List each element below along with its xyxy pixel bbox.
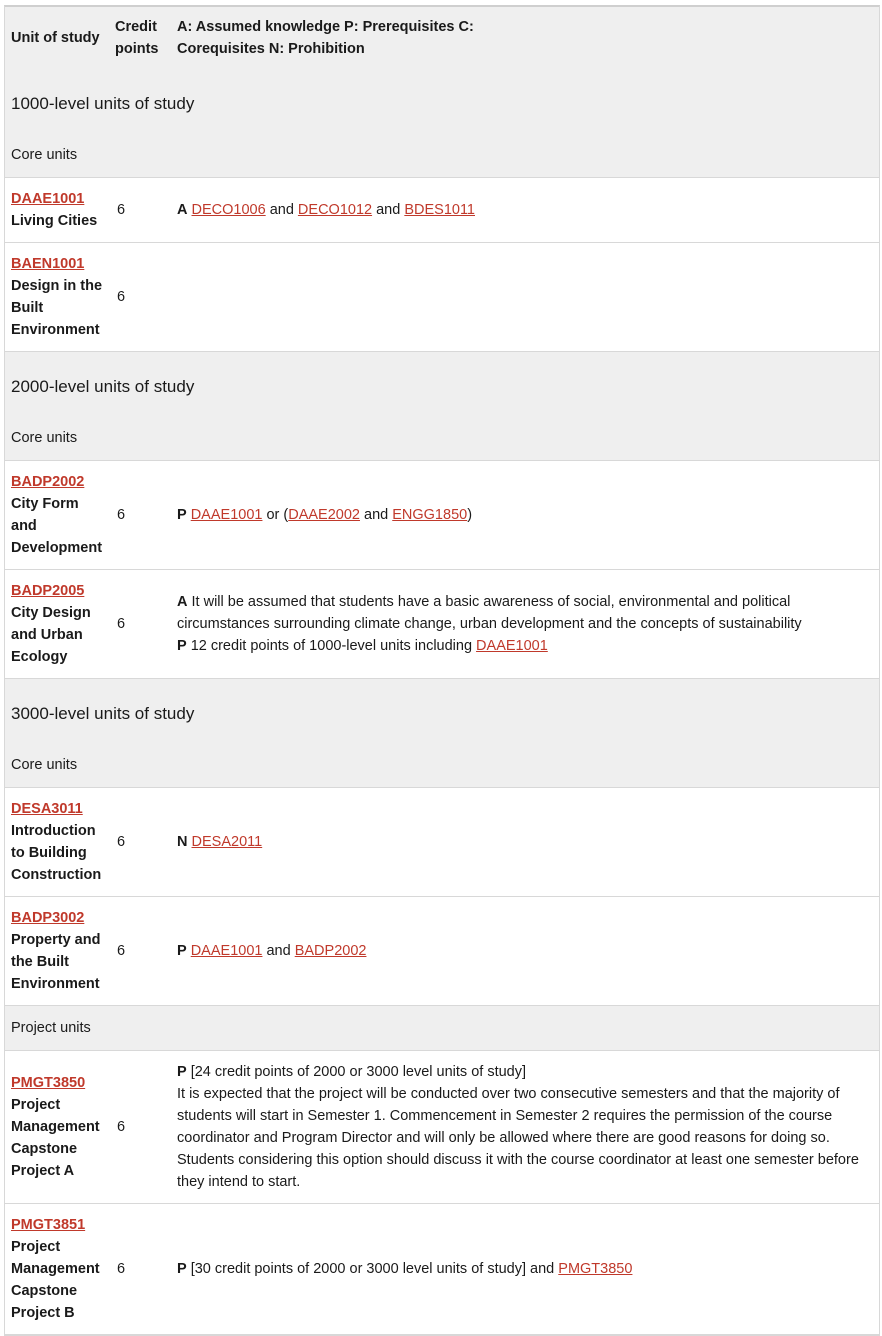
group-heading-row [5,416,879,461]
requirement-line [177,635,873,657]
level-heading: 2000-level units of study [5,352,879,417]
requirement-unit-link[interactable]: DECO1006 [191,202,266,218]
unit-name: Living Cities [11,213,98,229]
requirements-cell [171,570,879,679]
group-heading: Project units [5,1006,879,1051]
requirement-type-tag: P [177,638,187,654]
requirement-type-tag: A [177,202,188,218]
requirement-unit-link[interactable]: DAAE1001 [476,638,548,654]
level-heading: 3000-level units of study [5,679,879,744]
unit-name: Introduction to Building Construction [11,823,102,883]
requirement-line [177,199,873,221]
unit-code-link[interactable]: BADP2002 [11,474,85,490]
unit-row [5,1051,879,1204]
level-heading-row [5,69,879,133]
level-heading: 1000-level units of study [5,69,879,133]
requirement-unit-link[interactable]: DAAE1001 [190,507,263,523]
requirement-type-tag: N [177,834,188,850]
requirement-line [177,940,873,962]
units-table-body [5,7,879,1335]
requirement-line [177,591,873,635]
level-heading-row [5,679,879,744]
requirements-cell [171,178,879,243]
unit-cell [5,461,113,570]
unit-name: Project Management Capstone Project B [11,1239,100,1321]
requirement-line [177,1061,873,1083]
unit-row [5,897,879,1006]
requirement-line [177,1083,873,1193]
credit-points-cell: 6 [113,570,171,679]
unit-cell [5,788,113,897]
unit-code-link[interactable]: DESA3011 [11,801,83,817]
unit-row [5,243,879,352]
requirements-cell [171,1204,879,1335]
requirement-unit-link[interactable]: DAAE2002 [288,507,360,523]
header-credit-points: Credit points [115,19,159,57]
unit-code-link[interactable]: PMGT3851 [11,1217,86,1233]
unit-row [5,570,879,679]
requirement-line [177,1258,873,1280]
unit-cell [5,1204,113,1335]
requirement-unit-link[interactable]: BDES1011 [404,202,475,218]
requirement-type-tag: P [177,507,187,523]
requirement-unit-link[interactable]: BADP2002 [294,943,367,959]
unit-code-link[interactable]: PMGT3850 [11,1075,86,1091]
requirement-type-tag: A [177,594,188,610]
requirement-text: and [372,202,405,218]
requirements-cell [171,461,879,570]
credit-points-cell: 6 [113,1051,171,1204]
table-header-row [5,7,879,69]
unit-cell [5,897,113,1006]
requirement-text: and [262,943,295,959]
unit-name: Design in the Built Environment [11,278,103,338]
unit-code-link[interactable]: DAAE1001 [11,191,85,207]
header-requirements-legend: A: Assumed knowledge P: Prerequisites C: Corequisites N: Prohibition [177,19,474,57]
unit-code-link[interactable]: BADP2005 [11,583,85,599]
requirement-unit-link[interactable]: DESA2011 [191,834,263,850]
credit-points-cell: 6 [113,1204,171,1335]
unit-row [5,461,879,570]
requirement-text: ) [467,507,473,523]
credit-points-cell: 6 [113,897,171,1006]
requirement-text: or ( [262,507,289,523]
unit-name: Project Management Capstone Project A [11,1097,100,1179]
requirement-line [177,831,873,853]
requirements-cell [171,897,879,1006]
requirement-type-tag: P [177,1261,187,1277]
unit-cell [5,570,113,679]
requirement-text: It is expected that the project will be conducted over two consecutive semesters and that the majority of students will start in Semester 1. Commencement in Semester 2 requires the permission of the course coordinator and Program Director and will only be allowed where there are good reasons for doing so. Students considering this option should discuss it with the course coordinator at least one semester before they intend to start. [177,1086,859,1190]
credit-points-cell: 6 [113,178,171,243]
requirement-text: [24 credit points of 2000 or 3000 level units of study] [186,1064,527,1080]
requirement-unit-link[interactable]: DECO1012 [297,202,373,218]
requirement-unit-link[interactable]: ENGG1850 [392,507,468,523]
group-heading: Core units [5,416,879,461]
unit-cell [5,1051,113,1204]
credit-points-cell: 6 [113,461,171,570]
unit-name: City Design and Urban Ecology [11,605,91,665]
unit-cell [5,243,113,352]
unit-row [5,178,879,243]
group-heading-row [5,133,879,178]
requirement-text: It will be assumed that students have a basic awareness of social, environmental and political circumstances surrounding climate change, urban development and the concepts of sustainability [177,594,802,632]
level-heading-row [5,352,879,417]
requirement-text: and [265,202,298,218]
requirements-cell [171,788,879,897]
group-heading-row [5,743,879,788]
requirement-text: [30 credit points of 2000 or 3000 level units of study] and [186,1261,559,1277]
requirements-cell [171,1051,879,1204]
unit-code-link[interactable]: BAEN1001 [11,256,85,272]
units-table-container [4,5,880,1336]
requirements-cell [171,243,879,352]
requirement-line [177,504,873,526]
group-heading: Core units [5,133,879,178]
requirement-type-tag: P [177,1064,187,1080]
credit-points-cell: 6 [113,243,171,352]
credit-points-cell: 6 [113,788,171,897]
unit-name: Property and the Built Environment [11,932,101,992]
unit-cell [5,178,113,243]
unit-code-link[interactable]: BADP3002 [11,910,85,926]
requirement-text: 12 credit points of 1000-level units including [186,638,477,654]
unit-name: City Form and Development [11,496,103,556]
requirement-unit-link[interactable]: DAAE1001 [190,943,263,959]
requirement-type-tag: P [177,943,187,959]
unit-row [5,1204,879,1335]
group-heading-row [5,1006,879,1051]
units-of-study-table [5,7,879,1335]
header-unit-of-study: Unit of study [11,30,100,46]
requirement-text: and [359,507,393,523]
group-heading: Core units [5,743,879,788]
unit-row [5,788,879,897]
requirement-unit-link[interactable]: PMGT3850 [558,1261,633,1277]
